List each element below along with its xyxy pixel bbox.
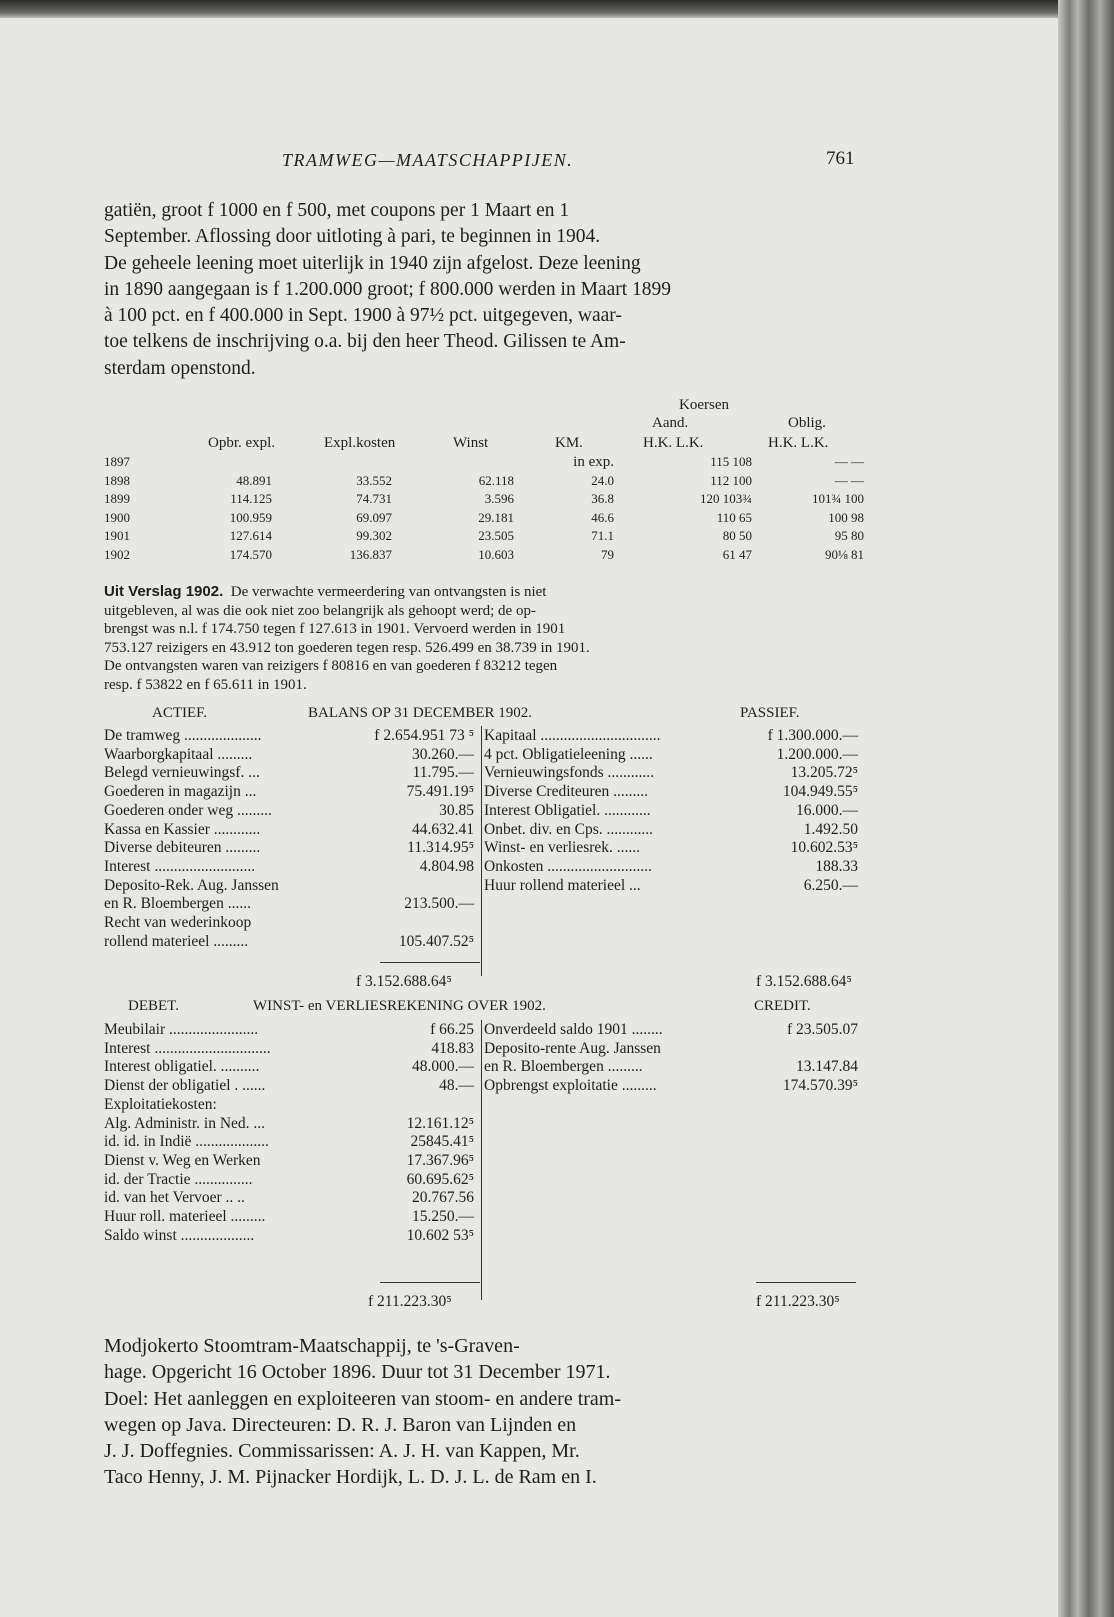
balans-value: f 2.654.951 73 ⁵ (374, 727, 474, 744)
balans-label: Goederen in magazijn ... (104, 783, 257, 801)
winst-value: 174.570.39⁵ (782, 1077, 858, 1095)
text-line: resp. f 53822 en f 65.611 in 1901. (104, 676, 307, 693)
balans-label: Kapitaal ............................... (484, 727, 661, 744)
winst-label: id. id. in Indië ................... (104, 1133, 269, 1151)
balans-row (104, 821, 474, 840)
balans-row (104, 877, 474, 896)
table-cell: 101¾ 100 (812, 491, 864, 506)
winst-credit-list (484, 1021, 858, 1096)
balans-value: 188.33 (815, 857, 858, 875)
balans-value: 13.205.72⁵ (790, 764, 858, 782)
balans-label: Huur rollend materieel ... (484, 876, 641, 894)
table-cell: — — (834, 472, 864, 488)
balans-label: Kassa en Kassier ............ (104, 820, 261, 838)
winst-row (104, 1171, 474, 1190)
table-cell: 79 (601, 546, 614, 562)
text-line: 753.127 reizigers en 43.912 ton goederen tegen resp. 526.499 en 38.739 in 1901. (104, 639, 590, 656)
balans-value: 11.314.95⁵ (407, 839, 474, 857)
balans-value: 30.260.— (412, 745, 474, 763)
balans-row (484, 727, 858, 746)
winst-row (104, 1058, 474, 1077)
winst-label: id. der Tractie ............... (104, 1170, 253, 1188)
statistics-table (104, 453, 864, 564)
intro-paragraph (104, 198, 671, 382)
table-cell: 62.118 (478, 472, 514, 488)
winst-debet-list (104, 1021, 474, 1245)
balans-row (104, 764, 474, 783)
balans-label: Vernieuwingsfonds ............ (484, 764, 655, 782)
col-winst: Winst (453, 435, 489, 451)
winst-label: Alg. Administr. in Ned. ... (104, 1114, 266, 1132)
balans-title: BALANS OP 31 DECEMBER 1902. (308, 705, 533, 721)
table-row (104, 453, 864, 472)
scan-top-edge (0, 0, 1114, 18)
winst-row (104, 1208, 474, 1227)
winst-label: Saldo winst ................... (104, 1226, 255, 1244)
verslag-label: Uit Verslag 1902. (104, 583, 224, 600)
book-spine-edge (1058, 0, 1114, 1617)
balans-value: 16.000.— (796, 801, 858, 819)
balans-row (104, 858, 474, 877)
winst-label: Opbrengst exploitatie ......... (484, 1077, 657, 1095)
table-cell: 112 100 (710, 472, 752, 488)
table-cell: 80 50 (722, 528, 752, 543)
col-aand-hk-lk: H.K. L.K. (643, 435, 704, 451)
winst-row (104, 1077, 474, 1096)
winst-label: Deposito-rente Aug. Janssen (484, 1039, 661, 1057)
winst-row (484, 1077, 858, 1096)
winst-total-left: f 211.223.30⁵ (368, 1293, 452, 1310)
table-row (104, 527, 864, 546)
book-page (0, 18, 1058, 1617)
text-line: De verwachte vermeerdering van ontvangsten is niet (230, 584, 547, 600)
winst-row (104, 1152, 474, 1171)
winst-value: 20.767.56 (412, 1189, 474, 1207)
table-cell: 127.614 (229, 528, 272, 543)
total-rule (380, 962, 480, 963)
balans-value: 104.949.55⁵ (782, 783, 858, 801)
balans-label: en R. Bloembergen ...... (104, 895, 251, 913)
balans-value: f 1.300.000.— (767, 727, 858, 744)
table-cell: 120 103¾ (700, 491, 752, 506)
balans-actief-list (104, 727, 474, 951)
winst-value: 12.161.12⁵ (406, 1114, 474, 1132)
text-line: brengst was n.l. f 174.750 tegen f 127.613 in 1901. Vervoerd werden in 1901 (104, 621, 566, 638)
table-cell (392, 453, 514, 472)
winst-label: Meubilair ....................... (104, 1021, 259, 1038)
winst-value: 60.695.62⁵ (406, 1170, 474, 1188)
winst-label: Interest obligatiel. .......... (104, 1058, 260, 1076)
winst-label: Dienst der obligatiel . ...... (104, 1077, 266, 1095)
balans-row (484, 783, 858, 802)
text-line: toe telkens de inschrijving o.a. bij den heer Theod. Gilissen te Am- (104, 331, 626, 353)
table-cell: 90⅛ 81 (825, 546, 864, 562)
text-line: sterdam openstond. (104, 357, 256, 379)
table-cell: 1902 (104, 546, 130, 562)
balans-row (104, 914, 474, 933)
passief-label: PASSIEF. (740, 705, 800, 721)
balans-label: Goederen onder weg ......... (104, 801, 272, 819)
balans-label: Interest Obligatiel. ............ (484, 801, 651, 819)
text-line: J. J. Doffegnies. Commissarissen: A. J. H. van Kappen, Mr. (104, 1440, 580, 1463)
table-cell: — — (834, 454, 864, 469)
koersen-heading: Koersen (679, 397, 729, 413)
balans-label: 4 pct. Obligatieleening ...... (484, 745, 653, 763)
balans-label: Interest .......................... (104, 857, 256, 875)
balans-label: De tramweg .................... (104, 727, 262, 744)
winst-value: 25845.41⁵ (410, 1133, 474, 1151)
text-line: hage. Opgericht 16 October 1896. Duur tot 31 December 1971. (104, 1361, 611, 1384)
winst-value: 418.83 (431, 1039, 474, 1057)
table-cell: 1897 (104, 454, 130, 469)
balans-passief-list (484, 727, 858, 895)
table-cell: 1900 (104, 509, 130, 525)
table-cell: 61 47 (722, 546, 752, 562)
col-kosten: Expl.kosten (324, 435, 396, 451)
table-cell: 29.181 (478, 509, 514, 525)
table-cell: 23.505 (478, 528, 514, 543)
table-cell: 110 65 (716, 509, 752, 525)
balans-label: Winst- en verliesrek. ...... (484, 839, 641, 857)
balans-label: rollend materieel ......... (104, 932, 249, 950)
text-line: à 100 pct. en f 400.000 in Sept. 1900 à 97½ pct. uitgegeven, waar- (104, 305, 622, 327)
table-cell: 114.125 (230, 491, 272, 506)
table-cell: 3.596 (484, 491, 514, 506)
winst-row (104, 1227, 474, 1246)
winst-total-right: f 211.223.30⁵ (756, 1293, 840, 1310)
table-cell: 1899 (104, 491, 130, 506)
balans-value: 44.632.41 (412, 820, 474, 838)
table-cell: 95 80 (834, 528, 864, 543)
balans-row (484, 877, 858, 896)
balans-label: Deposito-Rek. Aug. Janssen (104, 876, 279, 894)
winst-row (104, 1189, 474, 1208)
table-cell: 1901 (104, 528, 130, 543)
text-line: De ontvangsten waren van reizigers f 80816 en van goederen f 83212 tegen (104, 658, 558, 675)
table-row (104, 509, 864, 528)
winst-label: Onverdeeld saldo 1901 ........ (484, 1021, 663, 1038)
balans-label: Recht van wederinkoop (104, 914, 252, 932)
balans-row (484, 764, 858, 783)
credit-label: CREDIT. (754, 998, 811, 1014)
col-km: KM. (555, 435, 583, 451)
balans-total-right: f 3.152.688.64⁵ (756, 973, 852, 990)
winst-title: WINST- en VERLIESREKENING OVER 1902. (253, 998, 546, 1014)
winst-row (104, 1115, 474, 1134)
table-cell (164, 453, 272, 472)
text-line: uitgebleven, al was die ook niet zoo belangrijk als gehoopt werd; de op- (104, 602, 536, 619)
balans-row (104, 802, 474, 821)
balans-value: 30.85 (439, 801, 474, 819)
aand-heading: Aand. (652, 415, 689, 431)
winst-value: 48.000.— (412, 1058, 474, 1076)
col-opbr: Opbr. expl. (208, 435, 276, 451)
table-cell: 46.6 (591, 509, 614, 525)
table-cell: 136.837 (349, 546, 392, 562)
text-line: Doel: Het aanleggen en exploiteeren van stoom- en andere tram- (104, 1387, 622, 1410)
winst-row (484, 1021, 858, 1040)
balans-value: 10.602.53⁵ (790, 839, 858, 857)
table-cell: 100 98 (828, 509, 864, 525)
oblig-heading: Oblig. (788, 415, 826, 431)
table-cell (272, 453, 392, 472)
page-number: 761 (826, 148, 855, 169)
balans-row (484, 821, 858, 840)
text-line: September. Aflossing door uitloting à pari, te beginnen in 1904. (104, 226, 601, 248)
table-cell: 24.0 (591, 472, 614, 488)
column-divider (481, 1020, 482, 1300)
balans-value: 213.500.— (404, 895, 474, 913)
actief-label: ACTIEF. (152, 705, 208, 721)
balans-total-left: f 3.152.688.64⁵ (356, 973, 452, 990)
winst-value: f 23.505.07 (786, 1021, 858, 1038)
table-cell: 115 108 (710, 454, 752, 469)
balans-label: Onkosten ........................... (484, 857, 652, 875)
balans-value: 1.492.50 (803, 820, 858, 838)
winst-value: 15.250.— (412, 1208, 474, 1226)
table-cell: 100.959 (229, 509, 272, 525)
balans-value: 11.795.— (412, 764, 474, 782)
winst-value: 48.— (439, 1077, 474, 1095)
balans-label: Diverse Crediteuren ......... (484, 783, 648, 801)
text-line: Taco Henny, J. M. Pijnacker Hordijk, L. D. J. L. de Ram en I. (104, 1466, 597, 1489)
total-rule (756, 1282, 856, 1283)
balans-row (484, 839, 858, 858)
table-cell: 36.8 (591, 491, 614, 506)
table-cell: 99.302 (356, 528, 392, 543)
winst-label: Exploitatiekosten: (104, 1095, 217, 1113)
table-row (104, 546, 864, 565)
verslag-paragraph (104, 583, 864, 695)
balans-value: 105.407.52⁵ (398, 932, 474, 950)
winst-value: 17.367.96⁵ (406, 1151, 474, 1169)
balans-row (104, 746, 474, 765)
table-cell: 10.603 (478, 546, 514, 562)
balans-label: Diverse debiteuren ......... (104, 839, 261, 857)
balans-row (104, 783, 474, 802)
winst-row (104, 1040, 474, 1059)
balans-row (104, 839, 474, 858)
balans-label: Onbet. div. en Cps. ............ (484, 820, 654, 838)
table-row (104, 490, 864, 509)
winst-label: en R. Bloembergen ......... (484, 1058, 643, 1076)
table-cell: 71.1 (591, 528, 614, 543)
text-line: wegen op Java. Directeuren: D. R. J. Baron van Lijnden en (104, 1413, 577, 1436)
winst-label: Interest .............................. (104, 1039, 271, 1057)
balans-row (104, 933, 474, 952)
running-header: TRAMWEG—MAATSCHAPPIJEN. (282, 150, 574, 170)
balans-row (484, 858, 858, 877)
column-divider (481, 726, 482, 976)
balans-label: Waarborgkapitaal ......... (104, 745, 253, 763)
winst-row (484, 1040, 858, 1059)
table-cell: 48.891 (236, 472, 272, 488)
balans-row (484, 802, 858, 821)
text-line: gatiën, groot f 1000 en f 500, met coupons per 1 Maart en 1 (104, 200, 570, 221)
table-cell: 74.731 (356, 491, 392, 506)
winst-value: 10.602 53⁵ (406, 1226, 474, 1244)
balans-row (484, 746, 858, 765)
balans-value: 1.200.000.— (776, 745, 858, 763)
winst-row (104, 1021, 474, 1040)
table-cell: 1898 (104, 472, 130, 488)
table-cell: in exp. (573, 454, 614, 470)
balans-value: 4.804.98 (419, 857, 474, 875)
balans-value: 6.250.— (803, 876, 858, 894)
table-cell: 69.097 (356, 509, 392, 525)
balans-row (104, 895, 474, 914)
winst-row (104, 1096, 474, 1115)
winst-value: f 66.25 (430, 1021, 474, 1038)
table-cell: 174.570 (229, 546, 272, 562)
winst-label: Dienst v. Weg en Werken (104, 1151, 261, 1169)
winst-label: Huur roll. materieel ......... (104, 1208, 266, 1226)
modjokerto-paragraph (104, 1333, 621, 1491)
debet-label: DEBET. (128, 998, 179, 1014)
table-row (104, 472, 864, 491)
table-cell: 33.552 (356, 472, 392, 488)
balans-value: 75.491.19⁵ (406, 783, 474, 801)
winst-value: 13.147.84 (796, 1058, 858, 1076)
col-oblig-hk-lk: H.K. L.K. (768, 435, 829, 451)
balans-label: Belegd vernieuwingsf. ... (104, 764, 260, 782)
text-line: Modjokerto Stoomtram-Maatschappij, te 's-Graven- (104, 1335, 520, 1357)
winst-row (104, 1133, 474, 1152)
text-line: De geheele leening moet uiterlijk in 1940 zijn afgelost. Deze leening (104, 252, 641, 274)
total-rule (380, 1282, 480, 1283)
text-line: in 1890 aangegaan is f 1.200.000 groot; f 800.000 werden in Maart 1899 (104, 278, 672, 300)
winst-label: id. van het Vervoer .. .. (104, 1189, 245, 1207)
balans-row (104, 727, 474, 746)
winst-row (484, 1058, 858, 1077)
